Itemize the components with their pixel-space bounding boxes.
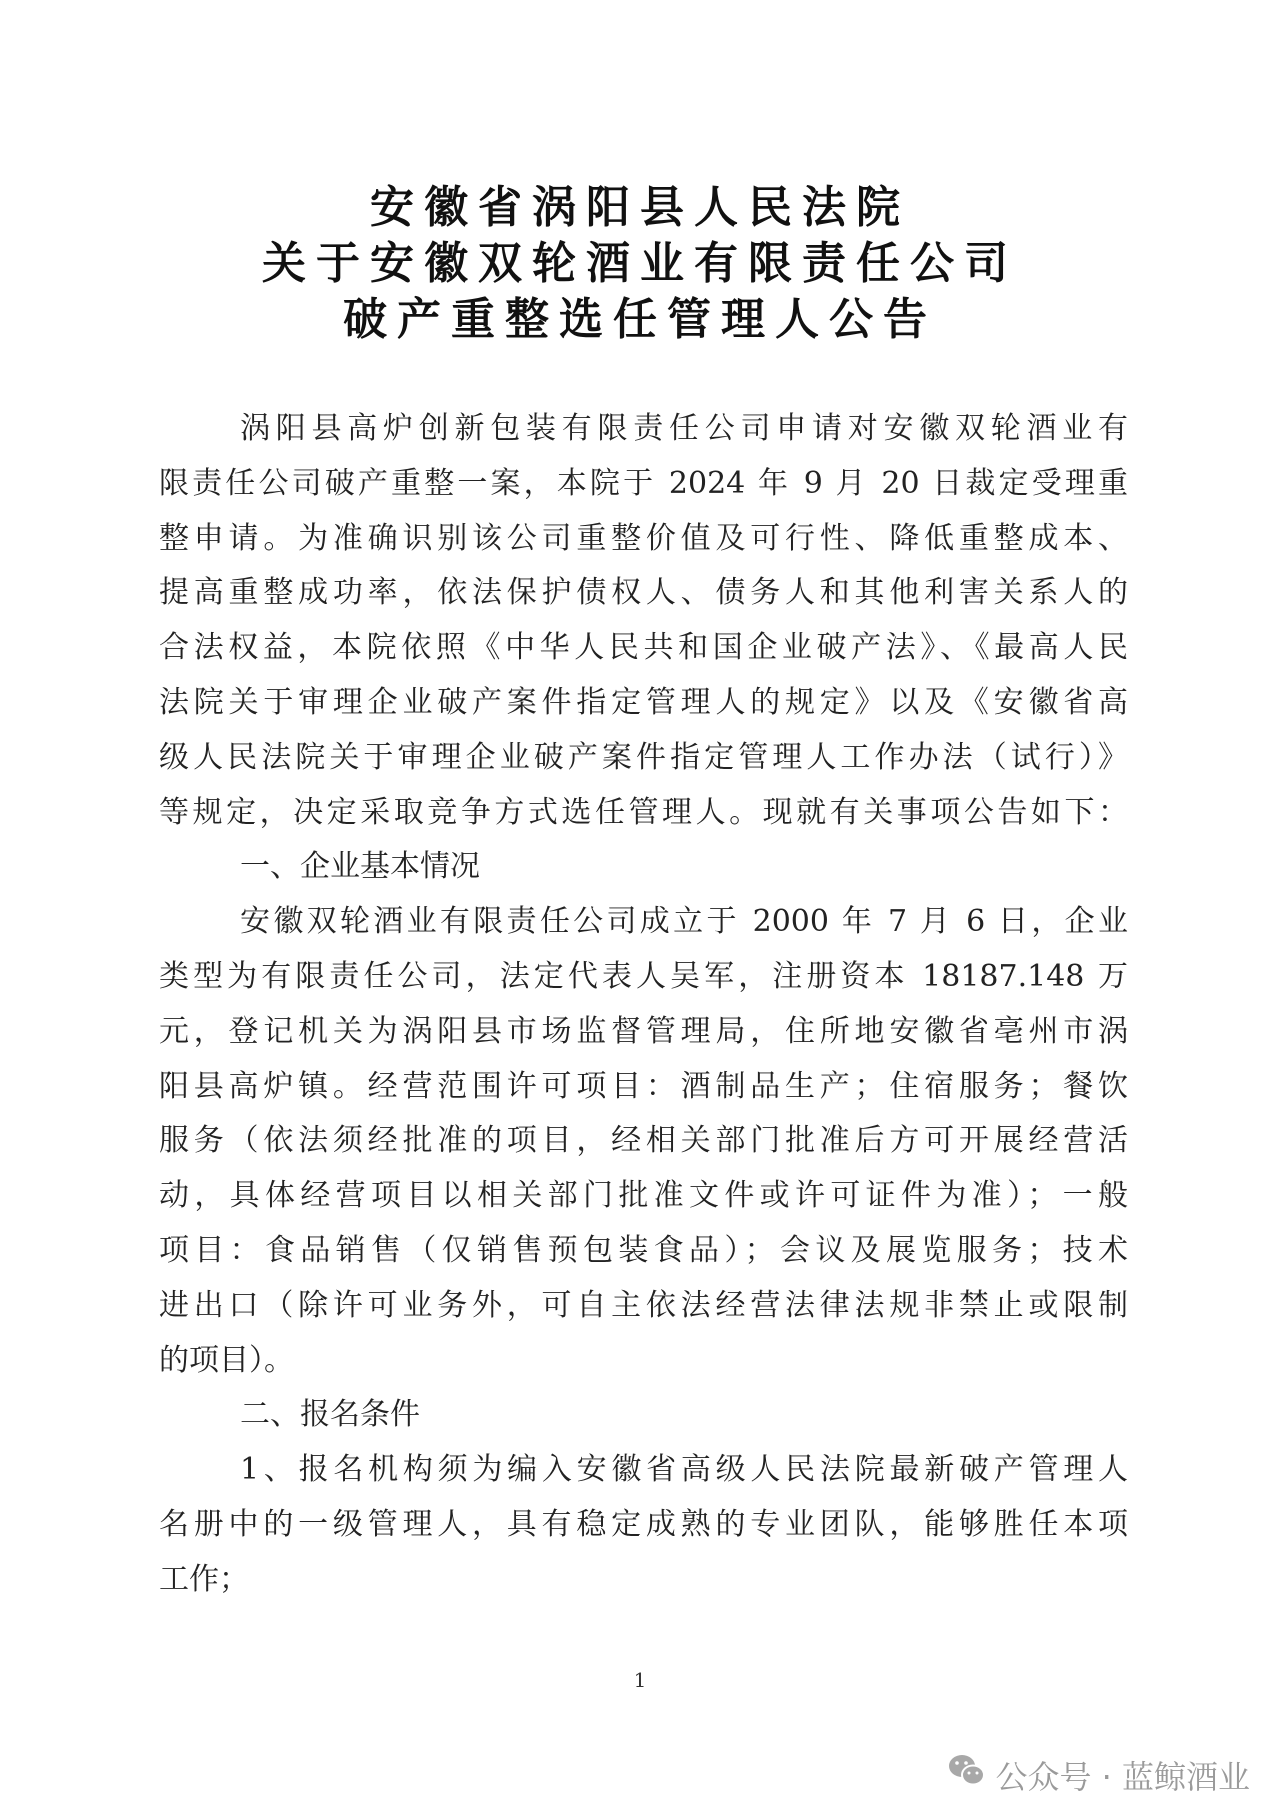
- text-line: 提高重整成功率，依法保护债权人、债务人和其他利害关系人的: [159, 575, 1128, 611]
- text-line: 的项目）。: [159, 1342, 294, 1378]
- text-line: 法院关于审理企业破产案件指定管理人的规定》以及《安徽省高: [159, 684, 1128, 720]
- text-line: 二、报名条件: [240, 1397, 420, 1433]
- document-body: [159, 402, 1128, 1608]
- text-line: 等规定，决定采取竞争方式选任管理人。现就有关事项公告如下：: [159, 794, 1128, 830]
- document-title: [0, 180, 1280, 348]
- text-line: 级人民法院关于审理企业破产案件指定管理人工作办法（试行）》: [159, 739, 1128, 775]
- text-line: 安徽双轮酒业有限责任公司成立于 2000 年 7 月 6 日，企业: [240, 904, 1128, 940]
- text-line: 一、企业基本情况: [240, 849, 480, 885]
- text-line: 涡阳县高炉创新包装有限责任公司申请对安徽双轮酒业有: [240, 411, 1128, 446]
- title-line-2: 关于安徽双轮酒业有限责任公司: [262, 238, 1018, 289]
- watermark-text: 公众号 · 蓝鲸酒业: [995, 1758, 1250, 1796]
- text-line: 阳县高炉镇。经营范围许可项目：酒制品生产；住宿服务；餐饮: [159, 1068, 1128, 1104]
- wechat-icon: [947, 1752, 987, 1798]
- watermark: [947, 1752, 1250, 1798]
- page-number: 1: [633, 1668, 647, 1692]
- title-line-1: 安徽省涡阳县人民法院: [370, 182, 910, 233]
- text-line: 类型为有限责任公司，法定代表人吴军，注册资本 18187.148 万: [159, 958, 1128, 994]
- title-line-3: 破产重整选任管理人公告: [343, 294, 937, 345]
- text-line: 整申请。为准确识别该公司重整价值及可行性、降低重整成本、: [159, 520, 1128, 556]
- text-line: 元，登记机关为涡阳县市场监督管理局，住所地安徽省亳州市涡: [159, 1013, 1128, 1049]
- text-line: 限责任公司破产重整一案，本院于 2024 年 9 月 20 日裁定受理重: [159, 465, 1128, 501]
- text-line: 进出口（除许可业务外，可自主依法经营法律法规非禁止或限制: [159, 1287, 1128, 1323]
- text-line: 项目：食品销售（仅销售预包装食品）；会议及展览服务；技术: [159, 1232, 1128, 1268]
- text-line: 合法权益，本院依照《中华人民共和国企业破产法》、《最高人民: [159, 630, 1128, 666]
- text-line: 服务（依法须经批准的项目，经相关部门批准后方可开展经营活: [159, 1123, 1128, 1159]
- text-line: 1、报名机构须为编入安徽省高级人民法院最新破产管理人: [240, 1452, 1128, 1488]
- text-line: 名册中的一级管理人，具有稳定成熟的专业团队，能够胜任本项: [159, 1506, 1128, 1542]
- text-line: 工作；: [159, 1561, 249, 1597]
- text-line: 动，具体经营项目以相关部门批准文件或许可证件为准）；一般: [159, 1178, 1128, 1214]
